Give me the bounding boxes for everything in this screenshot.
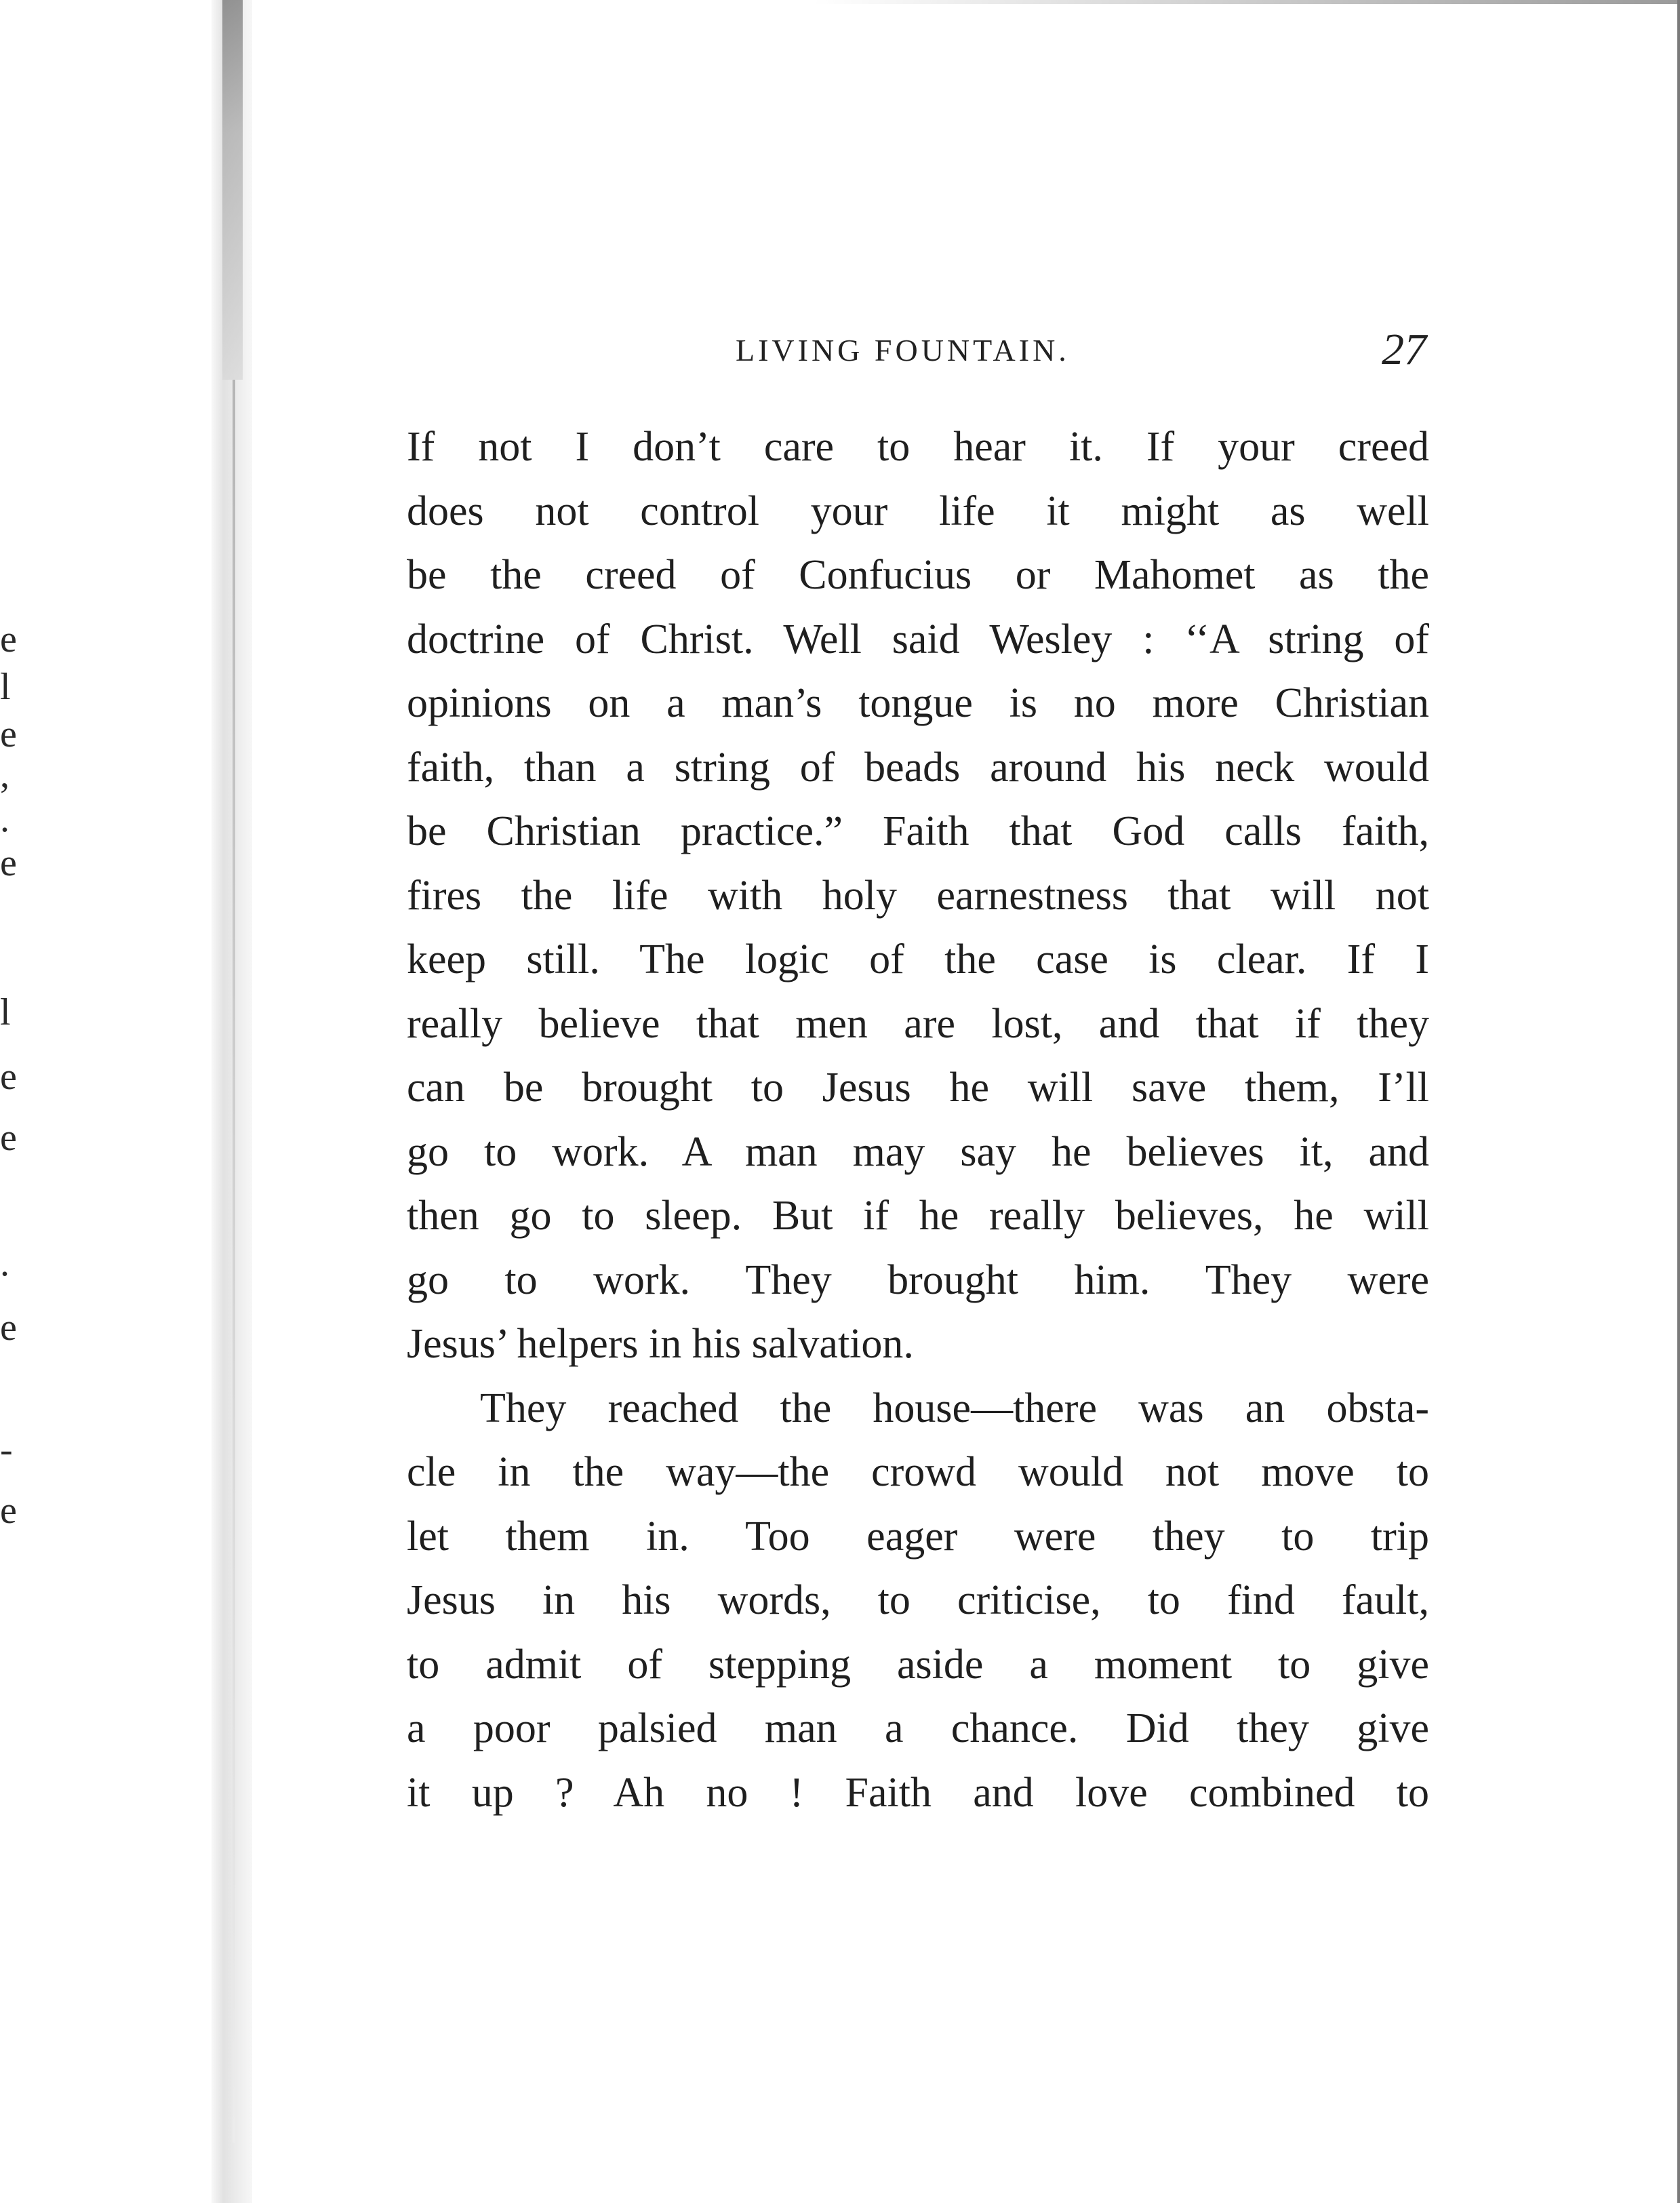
body-text (407, 415, 1429, 1825)
margin-fragment: l (0, 991, 11, 1033)
margin-fragment: . (0, 1242, 9, 1284)
text-line: can be brought to Jesus he will save them, I’ll (407, 1065, 1429, 1111)
text-line: let them in. Too eager were they to trip (407, 1513, 1429, 1560)
page-header (0, 324, 1680, 378)
paragraph-start-line: They reached the house—there was an obsta- (480, 1385, 1429, 1431)
margin-fragment: . (0, 798, 9, 840)
text-line: keep still. The logic of the case is clear. If I (407, 936, 1429, 983)
margin-fragment: e (0, 1117, 17, 1159)
text-line: go to work. They brought him. They were (407, 1256, 1429, 1303)
text-line: doctrine of Christ. Well said Wesley : ‘‘A string of (407, 616, 1429, 662)
page-number: 27 (1382, 325, 1426, 374)
margin-fragment: , (0, 754, 9, 796)
text-line: does not control your life it might as well (407, 488, 1429, 534)
text-line: really believe that men are lost, and that if they (407, 1000, 1429, 1047)
text-line: fires the life with holy earnestness that will not (407, 872, 1429, 919)
margin-fragment: - (0, 1429, 13, 1471)
paragraph-end-line: Jesus’ helpers in his salvation. (407, 1321, 914, 1367)
running-title: LIVING FOUNTAIN. (736, 333, 1070, 368)
margin-fragment: e (0, 1056, 17, 1098)
text-line: be the creed of Confucius or Mahomet as the (407, 552, 1429, 598)
page-top-edge (814, 0, 1680, 4)
text-line: opinions on a man’s tongue is no more Christian (407, 680, 1429, 726)
text-line: cle in the way—the crowd would not move to (407, 1449, 1429, 1495)
text-line: be Christian practice.” Faith that God calls faith, (407, 808, 1429, 854)
text-line: faith, than a string of beads around his neck would (407, 744, 1429, 791)
margin-fragment: e (0, 1307, 17, 1349)
margin-fragment: e (0, 1490, 17, 1532)
margin-fragment: e (0, 713, 17, 755)
text-line: go to work. A man may say he believes it, and (407, 1128, 1429, 1175)
text-line: Jesus in his words, to criticise, to find fault, (407, 1577, 1429, 1623)
margin-fragment: e (0, 842, 17, 884)
binding-fold (233, 380, 235, 2143)
text-line: to admit of stepping aside a moment to give (407, 1641, 1429, 1688)
margin-fragment: e (0, 618, 17, 660)
margin-fragment: l (0, 666, 11, 708)
text-line: a poor palsied man a chance. Did they give (407, 1705, 1429, 1751)
binding-shadow (222, 0, 243, 380)
text-line: it up ? Ah no ! Faith and love combined to (407, 1769, 1429, 1816)
text-line: If not I don’t care to hear it. If your creed (407, 424, 1429, 470)
text-line: then go to sleep. But if he really believes, he will (407, 1193, 1429, 1239)
